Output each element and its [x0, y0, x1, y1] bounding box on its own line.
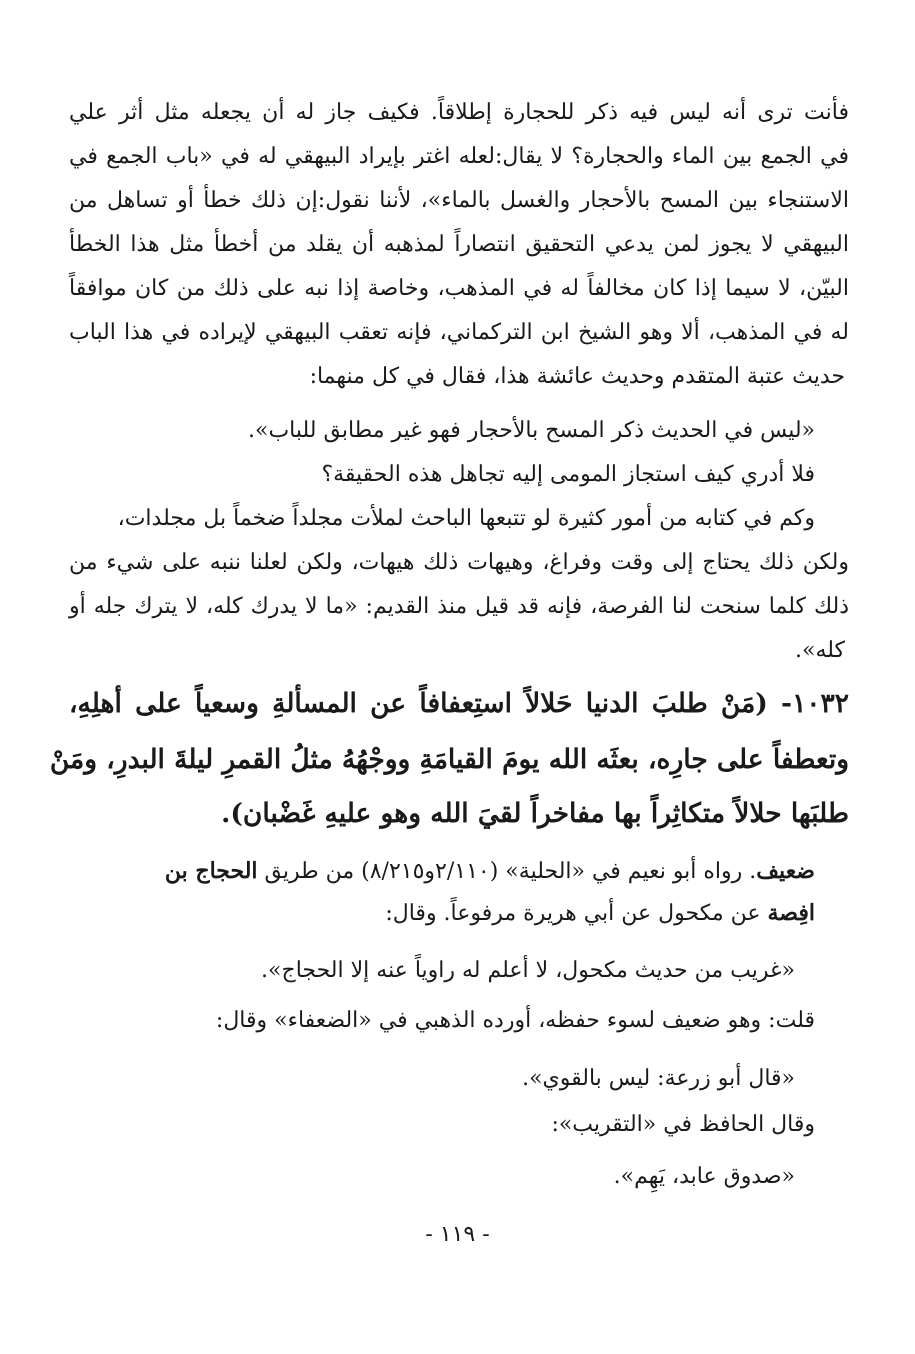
narrator-name: افِصة: [767, 900, 815, 926]
quotation: «قال أبو زرعة: ليس بالقوي».: [522, 1066, 795, 1091]
hadith-line: ١٠٣٢- (مَنْ طلبَ الدنيا حَلالاً استِعفافاً عن المسألةِ وسعياً على أهلِهِ،: [69, 688, 849, 719]
paragraph-line: ذلك كلما سنحت لنا الفرصة، فإنه قد قيل منذ القديم: «ما لا يدرك كله، لا يترك جله أو: [69, 594, 849, 619]
paragraph-line: فلا أدري كيف استجاز المومى إليه تجاهل هذه الحقيقة؟: [321, 462, 815, 487]
paragraph-line: حديث عتبة المتقدم وحديث عائشة هذا، فقال في كل منهما:: [309, 364, 845, 389]
grading-line: [385, 898, 815, 929]
paragraph-line: ولكن ذلك يحتاج إلى وقت وفراغ، وهيهات ذلك هيهات، ولكن لعلنا ننبه على شيء من: [69, 550, 849, 575]
paragraph-line: وكم في كتابه من أمور كثيرة لو تتبعها الباحث لملأت مجلداً ضخماً بل مجلدات،: [117, 506, 815, 531]
paragraph-line: الاستنجاء بين المسح بالأحجار والغسل بالماء»، لأننا نقول:إن ذلك خطأ أو تساهل من: [69, 188, 849, 213]
narrator-name: الحجاج بن: [164, 858, 258, 884]
grading-text: عن مكحول عن أبي هريرة مرفوعاً. وقال:: [385, 901, 768, 926]
quotation: «صدوق عابد، يَهِم».: [613, 1164, 795, 1189]
grading-line: [165, 856, 815, 887]
quotation: «غريب من حديث مكحول، لا أعلم له راوياً عنه إلا الحجاج».: [261, 958, 795, 983]
grade-label: ضعيف: [756, 858, 815, 884]
paragraph-line: كله».: [794, 638, 845, 663]
paragraph-line: البيهقي لا يجوز لمن يدعي التحقيق انتصاراً لمذهبه أن يقلد من أخطأ مثل هذا الخطأ: [69, 232, 849, 257]
paragraph-line: وقال الحافظ في «التقريب»:: [551, 1112, 815, 1137]
paragraph-line: له في المذهب، ألا وهو الشيخ ابن التركماني، فإنه تعقب البيهقي لإيراده في هذا الباب: [69, 320, 849, 345]
hadith-line: وتعطفاً على جارِه، بعثَه الله يومَ القيامَةِ ووجْهُهُ مثلُ القمرِ ليلةَ البدرِ، ومَنْ: [49, 744, 849, 775]
paragraph-line: فأنت ترى أنه ليس فيه ذكر للحجارة إطلاقاً. فكيف جاز له أن يجعله مثل أثر علي: [69, 100, 849, 125]
hadith-line: طلبَها حلالاً متكاثِراً بها مفاخراً لقيَ الله وهو عليهِ غَضْبان).: [221, 798, 849, 829]
quotation: «ليس في الحديث ذكر المسح بالأحجار فهو غير مطابق للباب».: [247, 418, 815, 443]
paragraph-line: البيّن، لا سيما إذا كان مخالفاً له في المذهب، وخاصة إذا نبه على ذلك من كان موافقاً: [69, 276, 849, 301]
page-number: - ١١٩ -: [425, 1222, 490, 1247]
paragraph-line: في الجمع بين الماء والحجارة؟ لا يقال:لعله اغتر بإيراد البيهقي له في «باب الجمع في: [69, 144, 849, 169]
paragraph-line: قلت: وهو ضعيف لسوء حفظه، أورده الذهبي في «الضعفاء» وقال:: [215, 1008, 815, 1033]
grading-text: . رواه أبو نعيم في «الحلية» (٢/١١٠و٨/٢١٥) من طريق: [257, 859, 757, 884]
